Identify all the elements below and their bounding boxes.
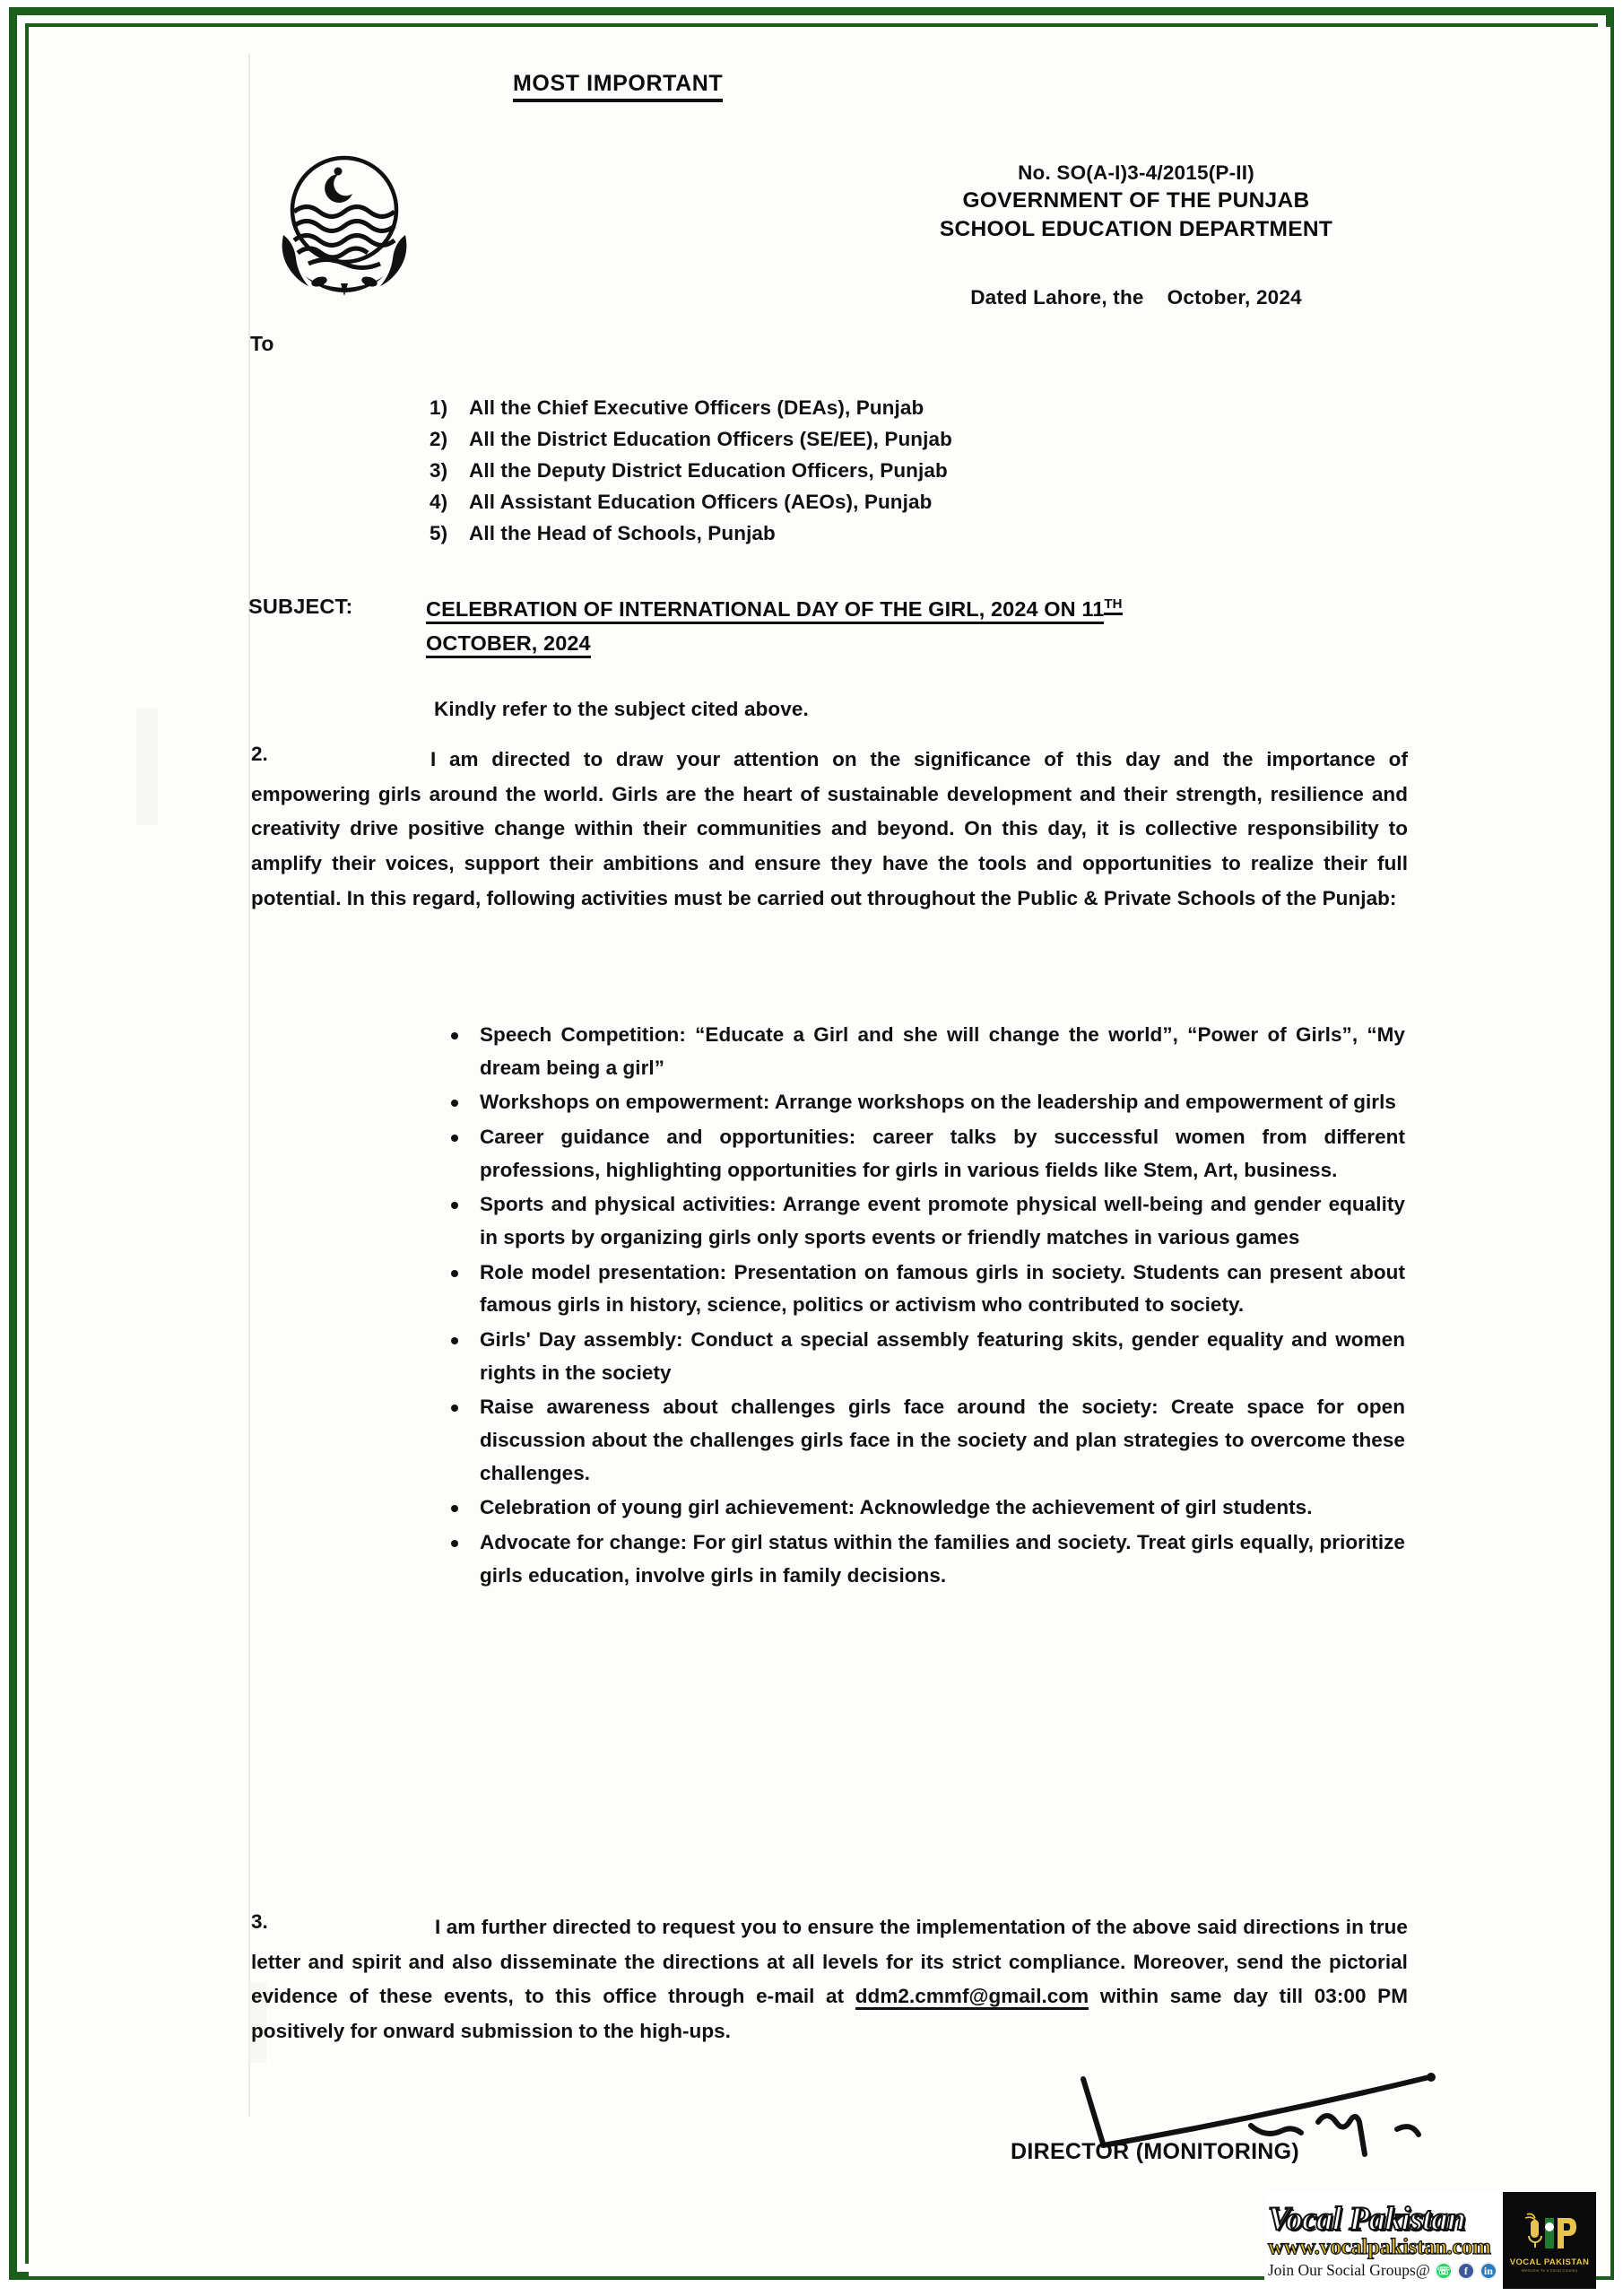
scan-artifact-line: [248, 54, 250, 2117]
subject-block: [248, 592, 1405, 660]
recipient-text: All the Chief Executive Officers (DEAs), Punjab: [469, 396, 924, 419]
activity-title: Sports and physical activities:: [480, 1193, 777, 1216]
dated-value: October, 2024: [1167, 286, 1302, 309]
watermark-title: Vocal Pakistan: [1268, 2200, 1466, 2238]
list-item: [430, 486, 1237, 517]
activity-title: Advocate for change:: [480, 1531, 688, 1554]
activity-text: Conduct a special assembly featuring skits, gender equality and women rights in the society: [480, 1328, 1405, 1384]
paragraph-3-text-part1: I am further directed to request you to ensure the implementation of the above said directions in true letter and spirit and also disseminate the directions at all levels for its strict compliance. Moreover, send the pictorial evidence of these events, to this office through e-mail at: [251, 1916, 1408, 2008]
activity-title: Workshops on empowerment:: [480, 1091, 770, 1114]
activity-text: Presentation on famous girls in society. Students can present about famous girls in history, science, politics or activism who contributed to society.: [480, 1260, 1405, 1317]
recipient-text: All the District Education Officers (SE/EE), Punjab: [469, 428, 952, 451]
subject-line-1: CELEBRATION OF INTERNATIONAL DAY OF THE GIRL, 2024 ON 11: [426, 597, 1104, 624]
document-page: [29, 27, 1610, 2280]
recipient-number: 2): [430, 428, 448, 451]
list-item: [437, 1121, 1405, 1187]
activity-text: “Educate a Girl and she will change the world”, “Power of Girls”, “My dream being a girl”: [480, 1023, 1405, 1079]
list-item: [437, 1492, 1405, 1525]
linkedin-icon[interactable]: in: [1480, 2262, 1497, 2280]
watermark-logo: [1503, 2192, 1596, 2289]
activity-title: Role model presentation:: [480, 1260, 727, 1283]
document-border-inner: [25, 23, 1598, 2280]
list-item: [430, 517, 1237, 549]
list-item: [437, 1257, 1405, 1322]
recipient-text: All the Head of Schools, Punjab: [469, 522, 776, 545]
punjab-government-emblem-icon: [264, 142, 425, 290]
document-border-outer: [9, 7, 1614, 2280]
subject-superscript: TH: [1104, 596, 1122, 615]
paragraph-3-number: 3.: [251, 1910, 268, 1933]
department-title: SCHOOL EDUCATION DEPARTMENT: [939, 216, 1333, 241]
list-item: [437, 1526, 1405, 1592]
recipient-number: 3): [430, 459, 448, 483]
list-item: [437, 1391, 1405, 1490]
recipient-text: All Assistant Education Officers (AEOs), Punjab: [469, 491, 933, 514]
signatory-designation: DIRECTOR (MONITORING): [1011, 2139, 1300, 2164]
paragraph-2-text: I am directed to draw your attention on the significance of this day and the importance of empowering girls around the world. Girls are the heart of sustainable development and their strength, resilience and creativity drive positive change within their communities and beyond. On this day, it is collective responsibility to amplify their voices, support their ambitions and ensure they have the tools and opportunities to realize their full potential. In this regard, following activities must be carried out throughout the Public & Private Schools of the Punjab:: [251, 748, 1408, 909]
whatsapp-icon[interactable]: ☏: [1435, 2262, 1453, 2280]
watermark-logo-tagline: Welcome To a Vocal Country: [1521, 2268, 1578, 2273]
list-item: [437, 1086, 1405, 1119]
activity-text: Acknowledge the achievement of girl students.: [855, 1496, 1313, 1519]
activity-title: Career guidance and opportunities:: [480, 1126, 856, 1149]
activity-title: Speech Competition:: [480, 1023, 686, 1046]
opening-sentence: Kindly refer to the subject cited above.: [434, 698, 809, 720]
activity-title: Girls' Day assembly:: [480, 1328, 683, 1352]
list-item: [430, 392, 1237, 423]
watermark-social-row: [1268, 2261, 1497, 2280]
activity-title: Celebration of young girl achievement:: [480, 1496, 855, 1519]
activity-text: Arrange workshops on the leadership and empowerment of girls: [769, 1091, 1396, 1114]
government-title: GOVERNMENT OF THE PUNJAB: [962, 187, 1310, 213]
recipient-number: 1): [430, 396, 448, 419]
scan-artifact-smudge: [136, 709, 158, 825]
email-address[interactable]: ddm2.cmmf@gmail.com: [855, 1985, 1089, 2010]
activities-list: [437, 1019, 1405, 1594]
dated-prefix: Dated Lahore, the: [970, 286, 1144, 309]
watermark-logo-name: VOCAL PAKISTAN: [1509, 2257, 1590, 2267]
activity-text: Create space for open discussion about the challenges girls face in the society and plan strategies to overcome these challenges.: [480, 1396, 1405, 1484]
letterhead-block: [849, 160, 1423, 309]
watermark-url[interactable]: www.vocalpakistan.com: [1268, 2234, 1491, 2259]
paragraph-3-text-part2: within same day till 03:00 PM positively for onward submission to the high-ups.: [251, 1985, 1408, 2043]
recipient-text: All the Deputy District Education Officers, Punjab: [469, 459, 948, 483]
list-item: [437, 1019, 1405, 1084]
watermark-text-block: [1264, 2192, 1503, 2289]
subject-line-2: OCTOBER, 2024: [426, 631, 591, 658]
recipient-list: [430, 392, 1237, 549]
to-label: To: [250, 332, 274, 355]
list-item: [437, 1324, 1405, 1389]
activity-text: Arrange event promote physical well-being and gender equality in sports by organizing girls only sports events or friendly matches in various games: [480, 1193, 1405, 1249]
reference-number: No. SO(A-I)3-4/2015(P-II): [1018, 161, 1254, 184]
activity-title: Raise awareness about challenges girls face around the society:: [480, 1396, 1159, 1419]
paragraph-3: [251, 1910, 1408, 2049]
activity-text: career talks by successful women from different professions, highlighting opportunities for girls in various fields like Stem, Art, business.: [480, 1126, 1405, 1181]
watermark-join-text: Join Our Social Groups@: [1268, 2261, 1430, 2280]
paragraph-2: [251, 743, 1408, 916]
recipient-number: 4): [430, 491, 448, 514]
subject-text: [426, 592, 1405, 660]
paragraph-2-number: 2.: [251, 743, 268, 765]
list-item: [437, 1188, 1405, 1254]
dated-line: [849, 286, 1423, 309]
facebook-icon[interactable]: f: [1457, 2262, 1475, 2280]
watermark-branding: [1264, 2192, 1596, 2289]
recipient-number: 5): [430, 522, 448, 545]
subject-label: SUBJECT:: [248, 595, 353, 618]
most-important-heading: MOST IMPORTANT: [513, 72, 723, 102]
list-item: [430, 455, 1237, 486]
activity-text: For girl status within the families and society. Treat girls equally, prioritize girls education, involve girls in family decisions.: [480, 1531, 1405, 1587]
list-item: [430, 423, 1237, 455]
